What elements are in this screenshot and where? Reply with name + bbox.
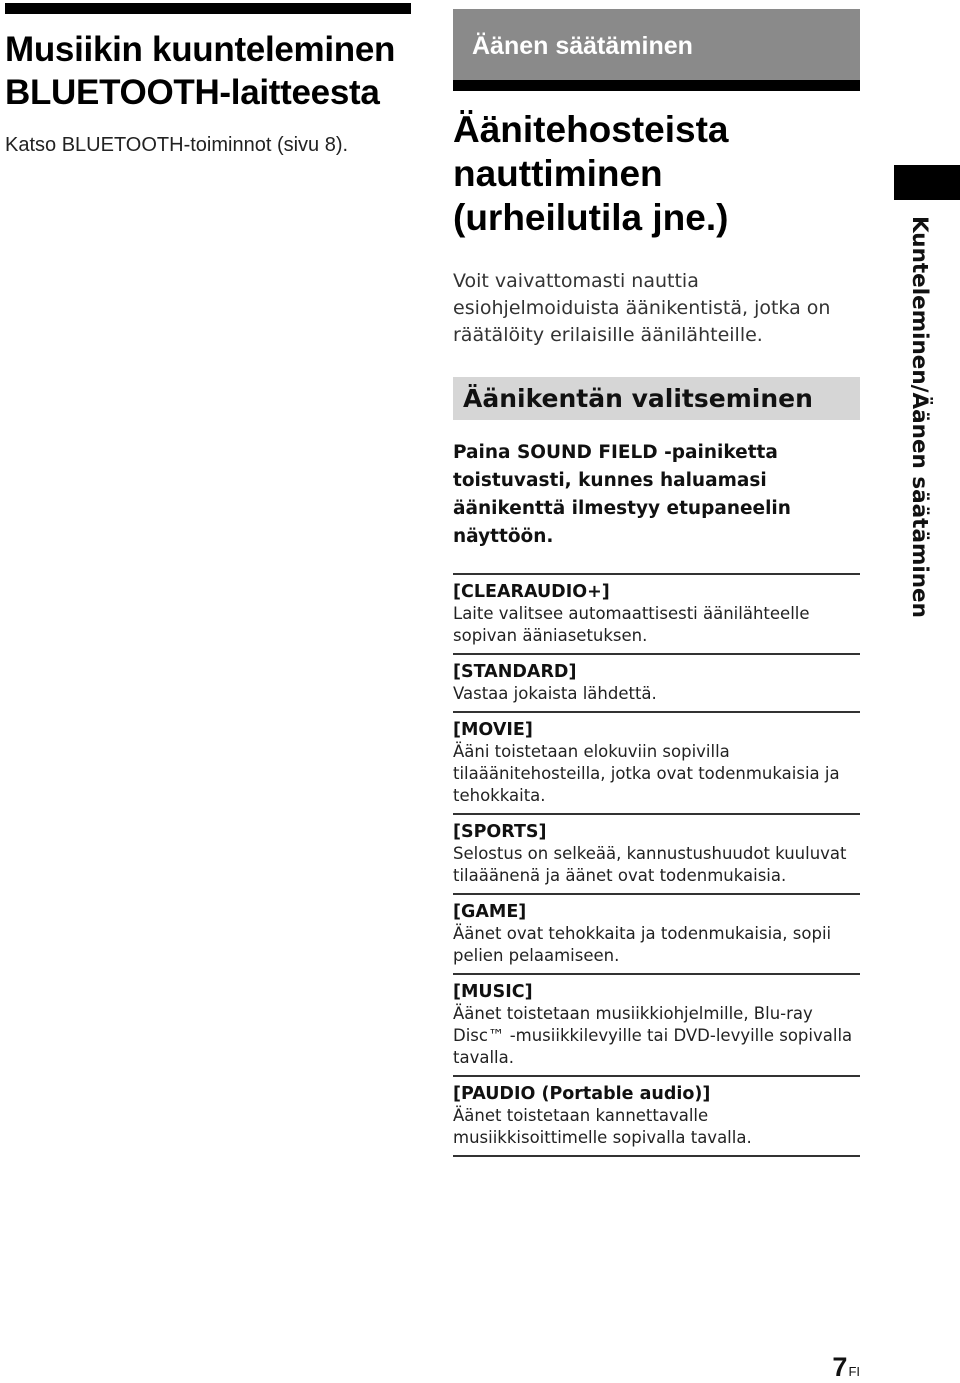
page-title-line3: (urheilutila jne.) <box>453 197 729 238</box>
list-item <box>453 815 860 895</box>
sound-field-description: Äänet toistetaan kannettavalle musiikkisoittimelle sopivalla tavalla. <box>453 1106 752 1147</box>
left-column <box>5 3 411 158</box>
main-column <box>453 9 860 1157</box>
sound-field-name: [MUSIC] <box>453 982 533 1002</box>
page-number-value: 7 <box>832 1352 848 1382</box>
section-heading: Äänikentän valitseminen <box>463 384 813 413</box>
sound-field-description: Laite valitsee automaattisesti äänilähteelle sopivan ääniasetuksen. <box>453 604 810 645</box>
sound-field-name: [STANDARD] <box>453 662 577 682</box>
sound-field-description: Äänet toistetaan musiikkiohjelmille, Blu-ray Disc™ -musiikkilevyille tai DVD-levyille sopivalla tavalla. <box>453 1004 853 1067</box>
list-item <box>453 575 860 655</box>
left-top-rule <box>5 3 411 14</box>
page-title-line2: nauttiminen <box>453 153 663 194</box>
section-heading-band <box>453 377 860 420</box>
sound-field-description: Selostus on selkeää, kannustushuudot kuuluvat tilaäänenä ja äänet ovat todenmukaisia. <box>453 844 847 885</box>
side-tab-marker <box>894 165 960 200</box>
chapter-title: Äänen säätäminen <box>472 32 693 60</box>
page-title <box>453 108 860 240</box>
sound-field-name: [PAUDIO (Portable audio)] <box>453 1084 711 1104</box>
list-item <box>453 975 860 1077</box>
instruction-step: Paina SOUND FIELD -painiketta toistuvasti, kunnes haluamasi äänikenttä ilmestyy etupaneelin näyttöön. <box>453 442 791 547</box>
sound-field-name: [CLEARAUDIO+] <box>453 582 610 602</box>
left-title-line2: BLUETOOTH-laitteesta <box>5 73 380 112</box>
page-title-line1: Äänitehosteista <box>453 109 729 150</box>
left-section-title <box>5 28 411 114</box>
left-title-line1: Musiikin kuunteleminen <box>5 30 396 69</box>
list-item <box>453 1077 860 1157</box>
side-tab-label: Kunteleminen/Äänen säätäminen <box>907 216 932 618</box>
sound-field-list <box>453 573 860 1157</box>
sound-field-description: Äänet ovat tehokkaita ja todenmukaisia, sopii pelien pelaamiseen. <box>453 924 832 965</box>
list-item <box>453 895 860 975</box>
intro-paragraph: Voit vaivattomasti nauttia esiohjelmoiduista äänikentistä, jotka on räätälöity erilaisille äänilähteille. <box>453 270 831 346</box>
page-number <box>832 1352 860 1383</box>
list-item <box>453 655 860 713</box>
page-language-code: FI <box>848 1364 860 1379</box>
sound-field-name: [MOVIE] <box>453 720 533 740</box>
list-item <box>453 713 860 815</box>
sound-field-description: Vastaa jokaista lähdettä. <box>453 684 657 703</box>
sound-field-name: [GAME] <box>453 902 527 922</box>
left-body-text: Katso BLUETOOTH-toiminnot (sivu 8). <box>5 134 349 156</box>
chapter-header-band <box>453 9 860 91</box>
sound-field-name: [SPORTS] <box>453 822 547 842</box>
sound-field-description: Ääni toistetaan elokuviin sopivilla tilaäänitehosteilla, jotka ovat todenmukaisia ja tehokkaita. <box>453 742 840 805</box>
